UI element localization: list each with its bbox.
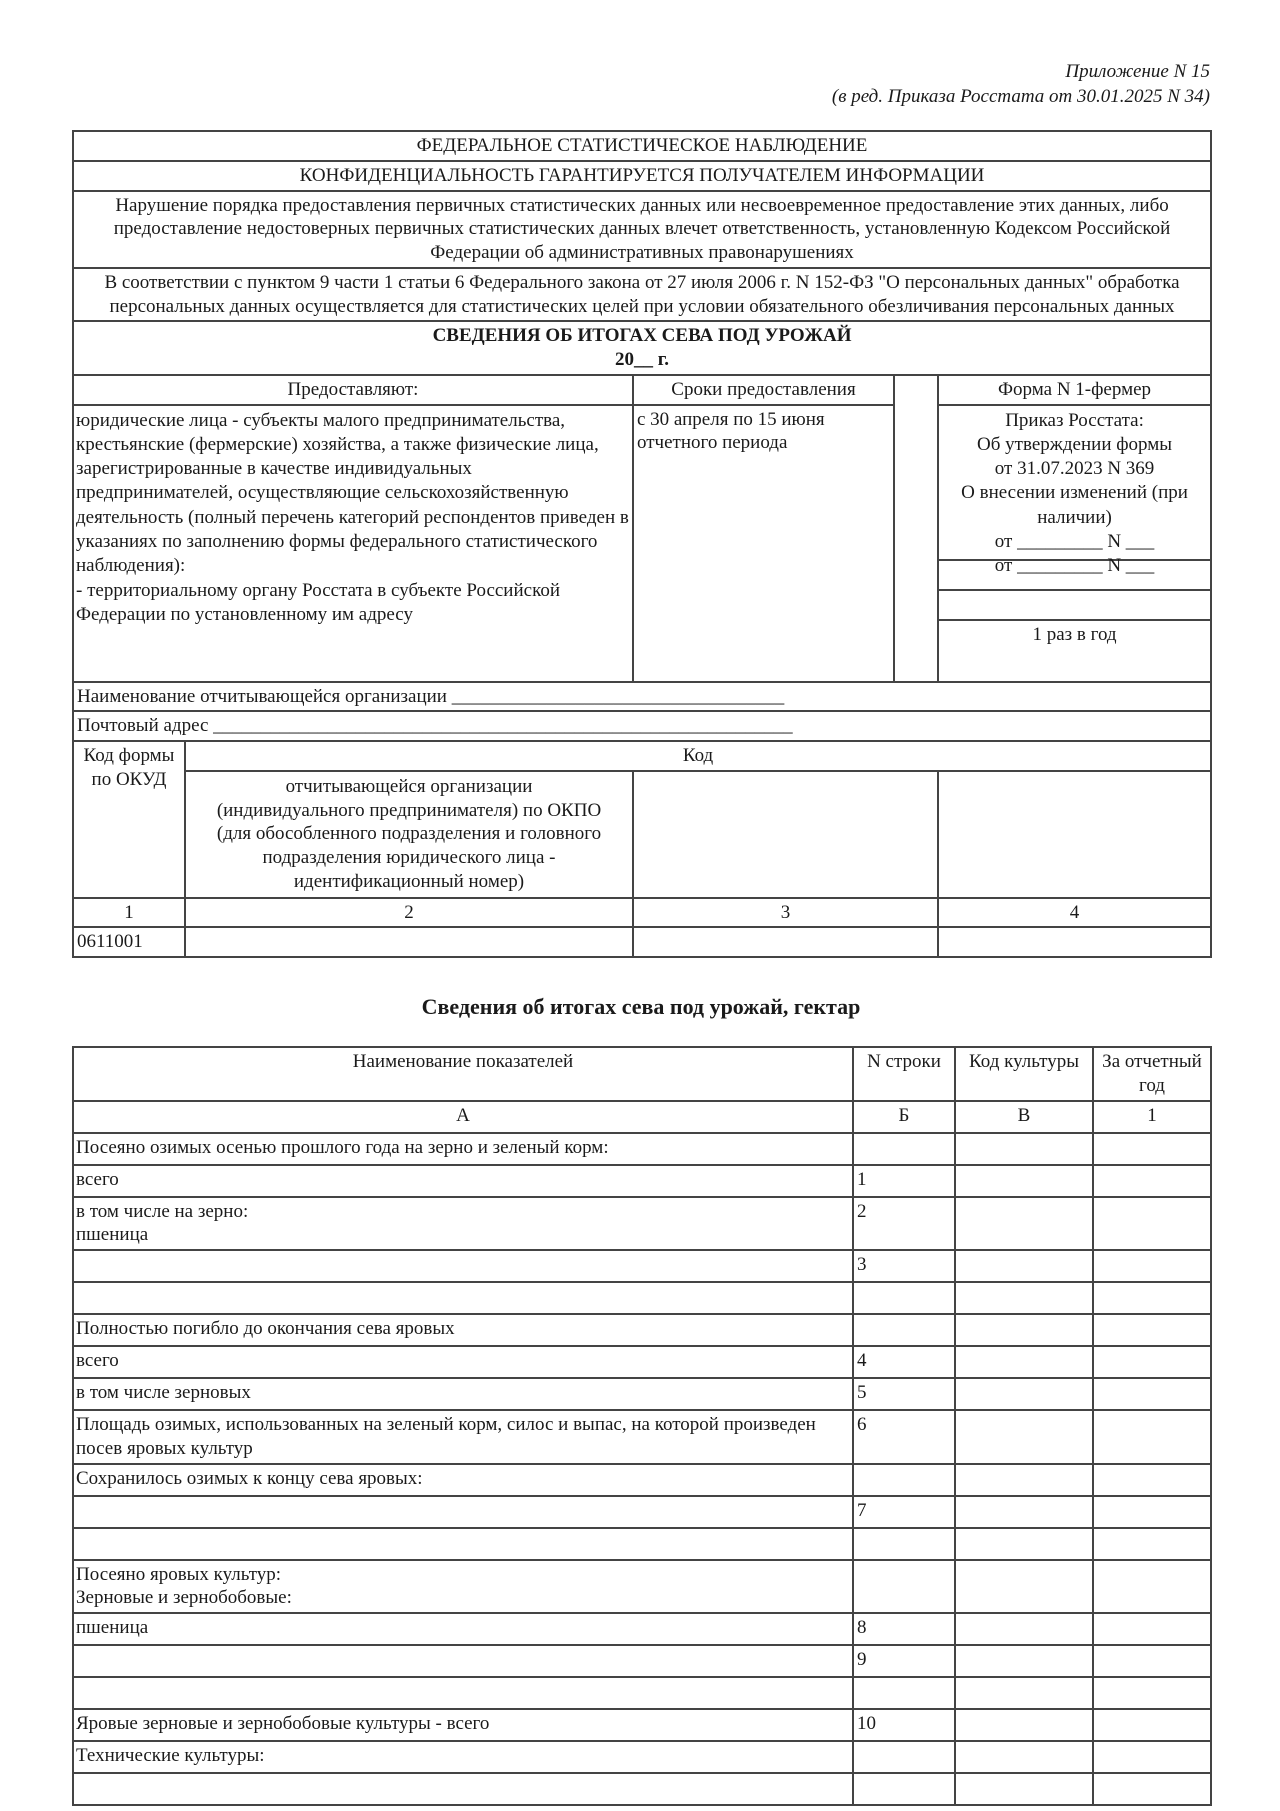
row-number: 1 [853, 1165, 955, 1197]
crop-code-cell[interactable] [955, 1314, 1093, 1346]
row-number: 2 [853, 1197, 955, 1251]
row-number [853, 1528, 955, 1560]
reporting-year-cell[interactable] [1093, 1197, 1211, 1251]
table-row [73, 1496, 1211, 1528]
row-number [853, 1741, 955, 1773]
okpo-header: отчитывающейся организации (индивидуального предпринимателя) по ОКПО (для обособленного подразделения и головного подразделения юридического лица - идентификационный номер) [185, 771, 633, 898]
reporting-year-cell[interactable] [1093, 1741, 1211, 1773]
form-section-title: Сведения об итогах сева под урожай, гектар [421, 994, 861, 1019]
deadline-text: с 30 апреля по 15 июня отчетного периода [633, 405, 894, 682]
order-date: от 31.07.2023 N 369 [994, 458, 1155, 480]
frequency: 1 раз в год [939, 619, 1210, 681]
indicator-name: Яровые зерновые и зернобобовые культуры - всего [73, 1709, 853, 1741]
table-row [73, 1378, 1211, 1410]
indicator-name [73, 1528, 853, 1560]
col-number-1: 1 [1093, 1101, 1211, 1133]
table-row [73, 1560, 1211, 1614]
reporting-year-cell[interactable] [1093, 1464, 1211, 1496]
indicator-name: Технические культуры: [73, 1741, 853, 1773]
reporting-year-cell[interactable] [1093, 1165, 1211, 1197]
row-number-header: N строки [853, 1047, 955, 1101]
providers-text-recipient: - территориальному органу Росстата в субъекте Российской Федерации по установленному им адресу [76, 579, 561, 625]
crop-code-cell[interactable] [955, 1346, 1093, 1378]
row-number: 5 [853, 1378, 955, 1410]
reporting-year-cell[interactable] [1093, 1613, 1211, 1645]
crop-code-cell[interactable] [955, 1528, 1093, 1560]
row-number: 9 [853, 1645, 955, 1677]
table-row [73, 1346, 1211, 1378]
order-approval: Об утверждении формы [977, 433, 1173, 455]
providers-header: Предоставляют: [73, 375, 633, 405]
reporting-year-cell[interactable] [1093, 1677, 1211, 1709]
table-row [73, 1133, 1211, 1165]
appendix-note [610, 60, 1210, 109]
reporting-year-cell[interactable] [1093, 1709, 1211, 1741]
indicator-name [73, 1773, 853, 1805]
reporting-year-cell[interactable] [1093, 1133, 1211, 1165]
crop-code-cell[interactable] [955, 1613, 1093, 1645]
indicator-name-header: Наименование показателей [73, 1047, 853, 1101]
reporting-year-cell[interactable] [1093, 1773, 1211, 1805]
table-row [73, 1282, 1211, 1314]
crop-code-cell[interactable] [955, 1560, 1093, 1614]
crop-code-cell[interactable] [955, 1378, 1093, 1410]
reporting-year-header: За отчетный год [1093, 1047, 1211, 1101]
table-row [73, 1773, 1211, 1805]
code-col-4-header [938, 771, 1211, 898]
indicator-name [73, 1677, 853, 1709]
crop-code-cell[interactable] [955, 1741, 1093, 1773]
indicator-name: Посеяно яровых культур: Зерновые и зернобобовые: [73, 1560, 853, 1614]
appendix-revision: (в ред. Приказа Росстата от 30.01.2025 N 34) [831, 85, 1210, 107]
amendments-label: О внесении изменений (при наличии) [961, 482, 1188, 528]
order-block [939, 406, 1210, 577]
confidentiality-banner: КОНФИДЕНЦИАЛЬНОСТЬ ГАРАНТИРУЕТСЯ ПОЛУЧАТЕЛЕМ ИНФОРМАЦИИ [73, 161, 1211, 191]
crop-code-cell[interactable] [955, 1165, 1093, 1197]
indicator-name [73, 1496, 853, 1528]
reporting-year-cell[interactable] [1093, 1346, 1211, 1378]
table-row [73, 1741, 1211, 1773]
table-row [73, 1314, 1211, 1346]
code-field-3[interactable] [633, 927, 938, 957]
row-number: 10 [853, 1709, 955, 1741]
report-title: СВЕДЕНИЯ ОБ ИТОГАХ СЕВА ПОД УРОЖАЙ [432, 325, 852, 347]
row-number [853, 1133, 955, 1165]
federal-observation-banner: ФЕДЕРАЛЬНОЕ СТАТИСТИЧЕСКОЕ НАБЛЮДЕНИЕ [73, 131, 1211, 161]
indicator-name: Полностью погибло до окончания сева яровых [73, 1314, 853, 1346]
col-number-4: 4 [938, 898, 1211, 928]
crop-code-cell[interactable] [955, 1250, 1093, 1282]
crop-code-cell[interactable] [955, 1773, 1093, 1805]
sowing-data-table [72, 1046, 1212, 1806]
report-year: 20__ г. [615, 349, 670, 370]
row-number [853, 1282, 955, 1314]
crop-code-cell[interactable] [955, 1282, 1093, 1314]
code-header: Код [185, 741, 1211, 771]
table-row [73, 1165, 1211, 1197]
col-number-1: 1 [73, 898, 185, 928]
row-number: 6 [853, 1410, 955, 1464]
header-table [72, 130, 1212, 958]
blank-row-2 [939, 589, 1210, 619]
org-name-field[interactable]: Наименование отчитывающейся организации ___________________________________ [73, 682, 1211, 712]
crop-code-cell[interactable] [955, 1709, 1093, 1741]
row-number [853, 1464, 955, 1496]
row-number [853, 1314, 955, 1346]
crop-code-cell[interactable] [955, 1677, 1093, 1709]
table-row [73, 1464, 1211, 1496]
reporting-year-cell[interactable] [1093, 1410, 1211, 1464]
col-number-3: 3 [633, 898, 938, 928]
indicator-name: в том числе зерновых [73, 1378, 853, 1410]
indicator-name [73, 1645, 853, 1677]
crop-code-cell[interactable] [955, 1133, 1093, 1165]
indicator-name: всего [73, 1165, 853, 1197]
reporting-year-cell[interactable] [1093, 1250, 1211, 1282]
indicator-name [73, 1282, 853, 1314]
indicator-name: Посеяно озимых осенью прошлого года на зерно и зеленый корм: [73, 1133, 853, 1165]
indicator-name: пшеница [73, 1613, 853, 1645]
col-number-2: 2 [185, 898, 633, 928]
reporting-year-cell[interactable] [1093, 1378, 1211, 1410]
col-letter-b: Б [853, 1101, 955, 1133]
row-number [853, 1677, 955, 1709]
table-row [73, 1645, 1211, 1677]
violation-notice: Нарушение порядка предоставления первичных статистических данных или несвоевременное предоставление этих данных, либо предоставление недостоверных первичных статистических данных влечет ответственность, установленную Кодексом Российской Федерации об административных правонарушениях [73, 191, 1211, 268]
row-number: 4 [853, 1346, 955, 1378]
table-row [73, 1709, 1211, 1741]
personal-data-notice: В соответствии с пунктом 9 части 1 статьи 6 Федерального закона от 27 июля 2006 г. N 152-ФЗ "О персональных данных" обработка персональных данных осуществляется для статистических целей при условии обязательного обезличивания персональных данных [73, 268, 1211, 322]
okpo-code-field[interactable] [185, 927, 633, 957]
indicator-name: в том числе на зерно: пшеница [73, 1197, 853, 1251]
indicator-name: Площадь озимых, использованных на зеленый корм, силос и выпас, на которой произведен посев яровых культур [73, 1410, 853, 1464]
amendment-line-2: от _________ N ___ [994, 555, 1155, 577]
crop-code-cell[interactable] [955, 1645, 1093, 1677]
row-number [853, 1773, 955, 1805]
amendment-line-1: от _________ N ___ [994, 531, 1155, 553]
col-letter-a: А [73, 1101, 853, 1133]
row-number [853, 1560, 955, 1614]
deadline-header: Сроки предоставления [633, 375, 894, 405]
order-label: Приказ Росстата: [1005, 409, 1144, 431]
indicator-name: Сохранилось озимых к концу сева яровых: [73, 1464, 853, 1496]
reporting-year-cell[interactable] [1093, 1496, 1211, 1528]
reporting-year-cell[interactable] [1093, 1282, 1211, 1314]
table-row [73, 1528, 1211, 1560]
table-row [73, 1677, 1211, 1709]
table-row [73, 1613, 1211, 1645]
row-number: 3 [853, 1250, 955, 1282]
postal-address-field[interactable]: Почтовый адрес _____________________________________________________________ [73, 711, 1211, 741]
providers-cell [73, 405, 633, 682]
crop-code-cell[interactable] [955, 1197, 1093, 1251]
crop-code-header: Код культуры [955, 1047, 1093, 1101]
reporting-year-cell[interactable] [1093, 1560, 1211, 1614]
okud-code: 0611001 [73, 927, 185, 957]
reporting-year-cell[interactable] [1093, 1645, 1211, 1677]
code-field-4[interactable] [938, 927, 1211, 957]
table-row [73, 1250, 1211, 1282]
crop-code-cell[interactable] [955, 1410, 1093, 1464]
providers-text: юридические лица - субъекты малого предпринимательства, крестьянские (фермерские) хозяйства, а также физические лица, зарегистрированные в качестве индивидуальных предпринимателей, осуществляющие сельскохозяйственную деятельность (полный перечень категорий респондентов приведен в указаниях по заполнению формы федерального статистического наблюдения): [76, 409, 629, 577]
row-number: 8 [853, 1613, 955, 1645]
col-letter-v: В [955, 1101, 1093, 1133]
code-col-3-header [633, 771, 938, 898]
appendix-number: Приложение N 15 [1065, 61, 1210, 82]
okud-header: Код формы по ОКУД [73, 741, 185, 898]
crop-code-cell[interactable] [955, 1496, 1093, 1528]
data-table-body [73, 1133, 1211, 1806]
form-number: Форма N 1-фермер [938, 375, 1211, 405]
report-title-cell [73, 321, 1211, 375]
reporting-year-cell[interactable] [1093, 1314, 1211, 1346]
indicator-name: всего [73, 1346, 853, 1378]
spacer-cell [894, 375, 938, 682]
reporting-year-cell[interactable] [1093, 1528, 1211, 1560]
crop-code-cell[interactable] [955, 1464, 1093, 1496]
table-row [73, 1197, 1211, 1251]
form-approval-cell [938, 405, 1211, 682]
row-number: 7 [853, 1496, 955, 1528]
table-row [73, 1410, 1211, 1464]
indicator-name [73, 1250, 853, 1282]
